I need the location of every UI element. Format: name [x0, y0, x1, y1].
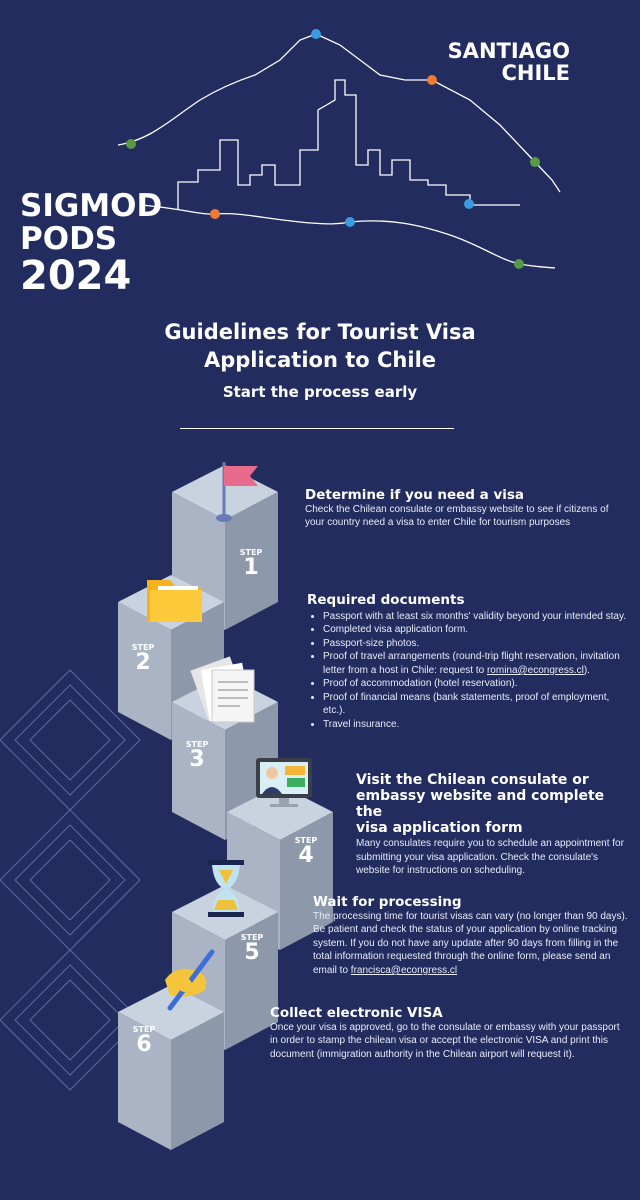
list-item-text: ). — [583, 664, 590, 676]
page-title — [0, 318, 640, 375]
step-1-block — [305, 488, 625, 530]
step-heading: Determine if you need a visa — [305, 487, 525, 503]
brand-name — [20, 188, 163, 300]
step-4-block — [356, 772, 631, 878]
step-description — [313, 910, 628, 978]
step-word: STEP — [131, 643, 155, 652]
list-item — [323, 650, 627, 677]
map-dot — [345, 217, 355, 227]
step-2-block — [307, 593, 627, 731]
email-link[interactable]: francisca@econgress.cl — [350, 964, 458, 976]
step-number-1 — [231, 548, 271, 579]
step-heading — [356, 772, 631, 836]
page-subtitle: Start the process early — [222, 383, 418, 401]
step-word: STEP — [240, 933, 264, 942]
step-text: The processing time for tourist visas can vary (no longer than 90 days). Be patient and check the status of your application by online tracking system. If you do not have any update after 90 days from filling in the total information requested through the online form, please send an email to — [313, 910, 628, 976]
title-line: Application to Chile — [203, 348, 437, 373]
step-number: 6 — [136, 1032, 152, 1057]
step-number-3 — [177, 740, 217, 771]
heading-line: visa application form — [356, 820, 523, 837]
title-line: Guidelines for Tourist Visa — [164, 320, 476, 344]
step-6-block — [270, 1006, 620, 1061]
step-description — [307, 610, 627, 732]
list-item: • Proof of accommodation (hotel reservation). — [323, 677, 627, 691]
step-number: 2 — [135, 650, 151, 675]
step-heading: Wait for processing — [313, 894, 462, 910]
step-description: Once your visa is approved, go to the consulate or embassy with your passport in order to stamp the chilean visa or accept the electronic VISA and print this document (immigration authority in the Chilean airport will request it). — [270, 1021, 620, 1060]
map-dot — [311, 29, 321, 39]
list-item: • Completed visa application form. — [323, 623, 627, 637]
map-dot — [126, 139, 136, 149]
step-number-5 — [232, 933, 272, 964]
list-item: • Passport with at least six months' validity beyond your intended stay. — [323, 610, 627, 624]
list-item: • Travel insurance. — [323, 718, 627, 732]
step-number: 3 — [189, 747, 205, 772]
step-number: 5 — [244, 940, 260, 965]
city-line: CHILE — [501, 61, 570, 86]
step-word: STEP — [239, 548, 263, 557]
step-heading: Collect electronic VISA — [270, 1005, 443, 1021]
map-dot — [530, 157, 540, 167]
city-line: SANTIAGO — [447, 39, 570, 63]
map-dot — [210, 209, 220, 219]
title-divider — [180, 428, 454, 429]
step-number: 4 — [298, 843, 314, 868]
heading-line: embassy website and complete the — [356, 788, 605, 821]
list-item: • Proof of financial means (bank statements, proof of employment, etc.). — [323, 691, 627, 718]
map-dot — [514, 259, 524, 269]
step-number: 1 — [243, 555, 259, 580]
list-item: • Passport-size photos. — [323, 637, 627, 651]
step-5-block — [313, 895, 628, 977]
step-description: Check the Chilean consulate or embassy website to see if citizens of your country need a visa to enter Chile for tourism purposes — [305, 503, 609, 529]
email-link[interactable]: romina@econgress.cl — [486, 664, 584, 676]
city-name — [448, 40, 570, 84]
step-word: STEP — [185, 740, 209, 749]
step-word: STEP — [294, 836, 318, 845]
step-word: STEP — [132, 1025, 156, 1034]
step-number-6 — [124, 1025, 164, 1056]
map-dot — [427, 75, 437, 85]
folder-icon — [147, 580, 202, 622]
brand-year: 2024 — [20, 253, 132, 300]
step-description: Many consulates require you to schedule an appointment for submitting your visa application. Check the consulate's website for instructions on scheduling. — [356, 838, 624, 877]
heading-line: Visit the Chilean consulate or — [356, 772, 589, 788]
map-dot — [464, 199, 474, 209]
step-number-4 — [286, 836, 326, 867]
step-number-2 — [123, 643, 163, 674]
step-heading: Required documents — [307, 592, 465, 608]
brand-line: PODS — [20, 220, 118, 257]
list-item-text: Proof of travel arrangements (round-trip flight reservation, invitation letter from a host in Chile: request to — [323, 651, 620, 676]
brand-line: SIGMOD — [20, 188, 163, 224]
